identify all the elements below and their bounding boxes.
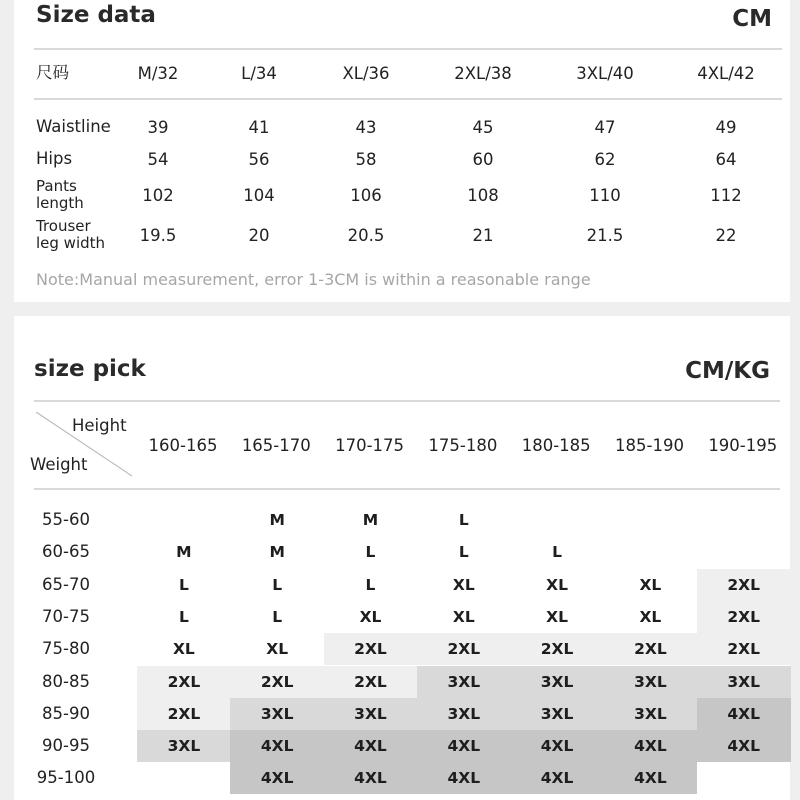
recommended-size-cell: 2XL [230,666,324,698]
recommended-size-cell: L [552,543,563,562]
weight-range-label: 55-60 [42,510,90,529]
measurement-value: 104 [243,186,275,205]
recommended-size-cell: 2XL [697,569,791,601]
recommended-size-cell: 3XL [604,666,698,698]
recommended-size-cell: XL [639,607,662,626]
size-data-title: Size data [36,2,156,28]
measurement-value: 21 [472,226,494,245]
height-range-header: 170-175 [335,436,405,455]
weight-row [14,762,790,794]
recommended-size-cell: 3XL [697,666,791,698]
recommended-size-cell [137,504,231,536]
recommended-size-cell: 4XL [604,730,698,762]
measurement-note: Note:Manual measurement, error 1-3CM is within a reasonable range [36,270,591,289]
weight-row [14,601,790,633]
recommended-size-cell: XL [172,640,195,659]
weight-range-label: 85-90 [42,703,90,723]
weight-row [14,633,790,665]
weight-row [14,569,790,601]
measurement-value: 60 [472,150,494,169]
recommended-size-cell: 4XL [417,730,511,762]
weight-row [14,730,790,762]
recommended-size-cell: 3XL [417,698,511,730]
recommended-size-cell: 4XL [324,762,418,794]
recommended-size-cell: M [269,511,285,529]
weight-range-label: 65-70 [42,574,90,594]
recommended-size-cell: 4XL [697,698,791,730]
recommended-size-cell: M [362,511,379,529]
size-pick-panel [14,316,790,800]
height-range-header: 160-165 [148,436,218,455]
recommended-size-cell: 4XL [510,762,604,794]
measurement-value: 21.5 [586,226,624,245]
weight-row [14,536,790,568]
recommended-size-cell [697,504,791,536]
size-header-label: 尺码 [36,63,69,82]
recommended-size-cell: 3XL [417,666,511,698]
recommended-size-cell [604,504,698,536]
measurement-value: 47 [594,118,616,137]
recommended-size-cell: 2XL [324,633,418,665]
recommended-size-cell: XL [546,607,568,626]
recommended-size-cell: XL [359,607,382,626]
recommended-size-cell [137,762,231,794]
recommended-size-cell: 4XL [604,762,698,794]
measurement-value: 49 [715,118,737,137]
measurement-label: Pants length [36,177,84,212]
recommended-size-cell [697,762,791,794]
measurement-value: 20.5 [347,226,385,245]
recommended-size-cell: L [365,575,376,594]
measurement-value: 102 [142,186,174,205]
recommended-size-cell [604,536,698,568]
size-header-cell: 4XL/42 [697,64,755,83]
weight-axis-label: Weight [30,455,88,474]
recommended-size-cell: L [178,607,189,626]
recommended-size-cell: L [365,543,376,562]
weight-range-label: 70-75 [42,606,90,626]
recommended-size-cell: L [272,607,283,626]
measurement-value: 54 [147,150,169,169]
weight-range-label: 95-100 [36,768,96,788]
recommended-size-cell: 2XL [697,633,791,665]
recommended-size-cell: XL [546,575,568,594]
height-axis-label: Height [72,416,127,435]
height-range-header: 165-170 [241,436,311,455]
weight-row [14,504,790,536]
recommended-size-cell: 3XL [230,698,324,730]
measurement-value: 56 [248,150,270,169]
recommended-size-cell: 4XL [230,762,324,794]
recommended-size-cell: 2XL [417,633,511,665]
recommended-size-cell: 3XL [510,698,604,730]
weight-row [14,666,790,698]
recommended-size-cell [510,504,604,536]
recommended-size-cell: XL [452,607,475,626]
measurement-value: 20 [248,226,270,245]
recommended-size-cell: L [272,575,283,594]
height-range-header: 175-180 [428,436,498,455]
recommended-size-cell: L [458,543,469,562]
measurement-value: 39 [147,118,169,137]
size-header-cell: L/34 [241,64,277,83]
measurement-value: 64 [715,150,737,169]
measurement-value: 41 [248,118,270,137]
recommended-size-cell: M [176,543,192,562]
measurement-value: 45 [472,118,494,137]
height-range-header: 180-185 [521,436,591,455]
size-pick-title: size pick [34,356,146,382]
size-data-unit: CM [732,6,772,32]
recommended-size-cell: XL [452,575,475,594]
height-range-header: 190-195 [708,436,778,455]
recommended-size-cell: 2XL [137,698,231,730]
recommended-size-cell: 3XL [604,698,698,730]
recommended-size-cell: 2XL [324,666,418,698]
measurement-label: Trouser leg width [36,217,106,252]
size-header-cell: 2XL/38 [454,64,512,83]
recommended-size-cell: M [269,543,285,562]
measurement-value: 108 [467,186,499,205]
measurement-label: Waistline [36,117,111,136]
size-header-cell: XL/36 [342,64,390,83]
recommended-size-cell: 3XL [510,666,604,698]
size-data-panel [14,0,790,302]
size-header-cell: M/32 [137,64,179,83]
size-pick-unit: CM/KG [685,358,770,384]
recommended-size-cell: 4XL [230,730,324,762]
recommended-size-cell: L [458,511,469,529]
recommended-size-cell: 3XL [324,698,418,730]
divider [34,488,780,490]
recommended-size-cell: 4XL [417,762,511,794]
recommended-size-cell: 3XL [137,730,231,762]
measurement-value: 19.5 [139,226,177,245]
recommended-size-cell: 4XL [324,730,418,762]
measurement-value: 22 [715,226,737,245]
weight-range-label: 60-65 [42,542,90,562]
recommended-size-cell: 2XL [510,633,604,665]
weight-row [14,698,790,730]
recommended-size-cell: 2XL [697,601,791,633]
measurement-value: 110 [589,186,621,205]
recommended-size-cell: 2XL [604,633,698,665]
recommended-size-cell: 4XL [510,730,604,762]
recommended-size-cell: XL [639,575,662,594]
measurement-value: 58 [355,150,377,169]
recommended-size-cell: XL [266,640,289,659]
weight-range-label: 80-85 [42,671,90,691]
measurement-label: Hips [36,149,73,168]
recommended-size-cell: 4XL [697,730,791,762]
weight-range-label: 75-80 [42,639,90,659]
measurement-value: 112 [710,186,742,205]
divider [34,48,782,50]
height-range-header: 185-190 [615,436,684,455]
size-header-cell: 3XL/40 [576,64,634,83]
divider [34,98,782,100]
divider [34,400,780,402]
measurement-value: 106 [350,186,382,205]
weight-range-label: 90-95 [42,736,90,756]
recommended-size-cell: 2XL [137,666,231,698]
measurement-value: 62 [594,150,616,169]
recommended-size-cell [697,536,791,568]
measurement-value: 43 [355,118,377,137]
recommended-size-cell: L [178,575,189,594]
